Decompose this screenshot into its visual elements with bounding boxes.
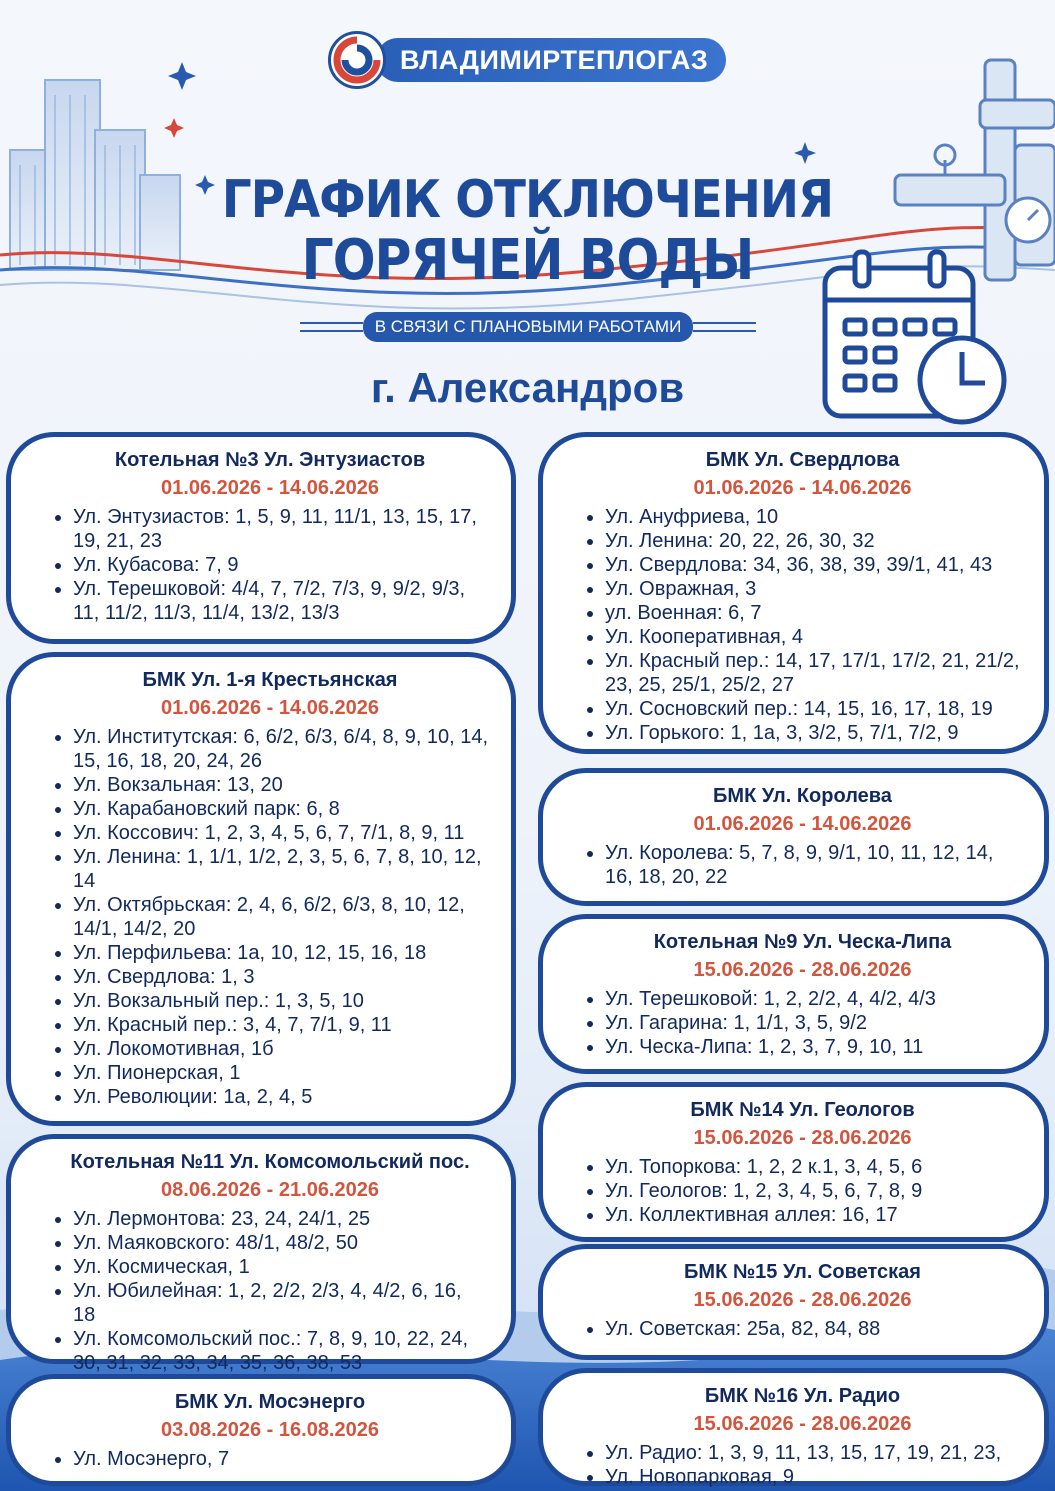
list-item: • Ул. Лермонтова: 23, 24, 24/1, 25 — [73, 1207, 489, 1231]
list-item: • Ул. Геологов: 1, 2, 3, 4, 5, 6, 7, 8, 9 — [605, 1179, 1022, 1203]
schedule-card — [538, 1082, 1049, 1242]
schedule-card — [538, 1368, 1049, 1486]
list-item: • Ул. Мосэнерго, 7 — [73, 1447, 489, 1471]
subtitle-line-left — [300, 322, 363, 332]
card-title: БМК №16 Ул. Радио — [704, 1385, 901, 1407]
card-title: Котельная №3 Ул. Энтузиастов — [114, 449, 426, 471]
list-item: • Ул. Терешковой: 1, 2, 2/2, 4, 4/2, 4/3 — [605, 987, 1022, 1011]
schedule-card — [538, 432, 1049, 754]
list-item: • Ул. Королева: 5, 7, 8, 9, 9/1, 10, 11, 12, 14, 16, 18, 20, 22 — [605, 841, 1022, 889]
street-list — [51, 1447, 489, 1471]
card-title: БМК Ул. Королева — [713, 785, 892, 807]
card-title: Котельная №9 Ул. Ческа-Липа — [653, 931, 952, 953]
schedule-card — [6, 652, 516, 1126]
list-item: • Ул. Пионерская, 1 — [73, 1061, 489, 1085]
list-item: • Ул. Космическая, 1 — [73, 1255, 489, 1279]
schedule-card — [6, 432, 516, 644]
card-title: БМК №14 Ул. Геологов — [690, 1099, 915, 1121]
street-list — [51, 1207, 489, 1375]
card-dates: 01.06.2026 - 14.06.2026 — [693, 477, 912, 499]
list-item: • Ул. Советская: 25а, 82, 84, 88 — [605, 1317, 1022, 1341]
street-list — [583, 987, 1022, 1059]
street-list — [51, 725, 489, 1109]
subtitle-bar — [300, 313, 756, 341]
card-title: Котельная №11 Ул. Комсомольский пос. — [70, 1151, 470, 1173]
card-dates: 15.06.2026 - 28.06.2026 — [693, 1413, 912, 1435]
city-name: г. Александров — [370, 364, 685, 411]
list-item: • Ул. Топоркова: 1, 2, 2 к.1, 3, 4, 5, 6 — [605, 1155, 1022, 1179]
list-item: • Ул. Карабановский парк: 6, 8 — [73, 797, 489, 821]
list-item: • Ул. Горького: 1, 1а, 3, 3/2, 5, 7/1, 7/2, 9 — [605, 721, 1022, 745]
brand-name-pill — [376, 38, 726, 82]
page-title-line2: ГОРЯЧЕЙ ВОДЫ — [301, 228, 754, 293]
card-title: БМК №15 Ул. Советская — [684, 1261, 921, 1283]
list-item: • ул. Военная: 6, 7 — [605, 601, 1022, 625]
card-dates: 01.06.2026 - 14.06.2026 — [693, 813, 912, 835]
card-dates: 08.06.2026 - 21.06.2026 — [161, 1179, 379, 1201]
list-item: • Ул. Ческа-Липа: 1, 2, 3, 7, 9, 10, 11 — [605, 1035, 1022, 1059]
list-item: • Ул. Радио: 1, 3, 9, 11, 13, 15, 17, 19, 21, 23, — [605, 1441, 1022, 1465]
list-item: • Ул. Институтская: 6, 6/2, 6/3, 6/4, 8, 9, 10, 14, 15, 16, 18, 20, 24, 26 — [73, 725, 489, 773]
list-item: • Ул. Перфильева: 1а, 10, 12, 15, 16, 18 — [73, 941, 489, 965]
card-dates: 15.06.2026 - 28.06.2026 — [693, 1127, 912, 1149]
list-item: • Ул. Юбилейная: 1, 2, 2/2, 2/3, 4, 4/2, 6, 16, 18 — [73, 1279, 489, 1327]
list-item: • Ул. Красный пер.: 14, 17, 17/1, 17/2, 21, 21/2, 23, 25, 25/1, 25/2, 27 — [605, 649, 1022, 697]
card-dates: 01.06.2026 - 14.06.2026 — [161, 477, 379, 499]
street-list — [583, 1441, 1022, 1489]
schedule-card — [6, 1134, 516, 1374]
list-item: • Ул. Маяковского: 48/1, 48/2, 50 — [73, 1231, 489, 1255]
schedule-card — [538, 1244, 1049, 1360]
street-list — [583, 841, 1022, 889]
list-item: • Ул. Овражная, 3 — [605, 577, 1022, 601]
logo-mark-icon — [328, 31, 386, 89]
street-list — [51, 505, 489, 625]
street-list — [583, 1317, 1022, 1341]
list-item: • Ул. Новопарковая, 9 — [605, 1465, 1022, 1489]
list-item: • Ул. Ленина: 1, 1/1, 1/2, 2, 3, 5, 6, 7, 8, 10, 12, 14 — [73, 845, 489, 893]
list-item: • Ул. Коссович: 1, 2, 3, 4, 5, 6, 7, 7/1, 8, 9, 11 — [73, 821, 489, 845]
list-item: • Ул. Вокзальный пер.: 1, 3, 5, 10 — [73, 989, 489, 1013]
subtitle: В СВЯЗИ С ПЛАНОВЫМИ РАБОТАМИ — [363, 312, 694, 342]
schedule-card — [538, 768, 1049, 906]
list-item: • Ул. Кооперативная, 4 — [605, 625, 1022, 649]
schedule-card — [6, 1374, 516, 1486]
schedule-card — [538, 914, 1049, 1074]
list-item: • Ул. Октябрьская: 2, 4, 6, 6/2, 6/3, 8, 10, 12, 14/1, 14/2, 20 — [73, 893, 489, 941]
card-dates: 15.06.2026 - 28.06.2026 — [693, 1289, 912, 1311]
page-title-line1: ГРАФИК ОТКЛЮЧЕНИЯ — [221, 170, 834, 230]
list-item: • Ул. Энтузиастов: 1, 5, 9, 11, 11/1, 13, 15, 17, 19, 21, 23 — [73, 505, 489, 553]
list-item: • Ул. Сосновский пер.: 14, 15, 16, 17, 18, 19 — [605, 697, 1022, 721]
list-item: • Ул. Ануфриева, 10 — [605, 505, 1022, 529]
list-item: • Ул. Вокзальная: 13, 20 — [73, 773, 489, 797]
card-title: БМК Ул. Мосэнерго — [174, 1391, 366, 1413]
card-dates: 15.06.2026 - 28.06.2026 — [693, 959, 912, 981]
brand-logo — [328, 30, 726, 90]
list-item: • Ул. Свердлова: 34, 36, 38, 39, 39/1, 41, 43 — [605, 553, 1022, 577]
list-item: • Ул. Терешковой: 4/4, 7, 7/2, 7/3, 9, 9/2, 9/3, 11, 11/2, 11/3, 11/4, 13/2, 13/3 — [73, 577, 489, 625]
list-item: • Ул. Ленина: 20, 22, 26, 30, 32 — [605, 529, 1022, 553]
card-dates: 03.08.2026 - 16.08.2026 — [161, 1419, 379, 1441]
card-title: БМК Ул. Свердлова — [705, 449, 900, 471]
list-item: • Ул. Революции: 1а, 2, 4, 5 — [73, 1085, 489, 1109]
brand-name: ВЛАДИМИРТЕПЛОГАЗ — [400, 44, 709, 75]
list-item: • Ул. Комсомольский пос.: 7, 8, 9, 10, 22, 24, 30, 31, 32, 33, 34, 35, 36, 38, 53 — [73, 1327, 489, 1375]
subtitle-line-right — [693, 322, 756, 332]
list-item: • Ул. Гагарина: 1, 1/1, 3, 5, 9/2 — [605, 1011, 1022, 1035]
card-title: БМК Ул. 1-я Крестьянская — [142, 669, 398, 691]
list-item: • Ул. Локомотивная, 1б — [73, 1037, 489, 1061]
street-list — [583, 1155, 1022, 1227]
list-item: • Ул. Свердлова: 1, 3 — [73, 965, 489, 989]
card-dates: 01.06.2026 - 14.06.2026 — [161, 697, 379, 719]
list-item: • Ул. Коллективная аллея: 16, 17 — [605, 1203, 1022, 1227]
list-item: • Ул. Кубасова: 7, 9 — [73, 553, 489, 577]
list-item: • Ул. Красный пер.: 3, 4, 7, 7/1, 9, 11 — [73, 1013, 489, 1037]
street-list — [583, 505, 1022, 745]
